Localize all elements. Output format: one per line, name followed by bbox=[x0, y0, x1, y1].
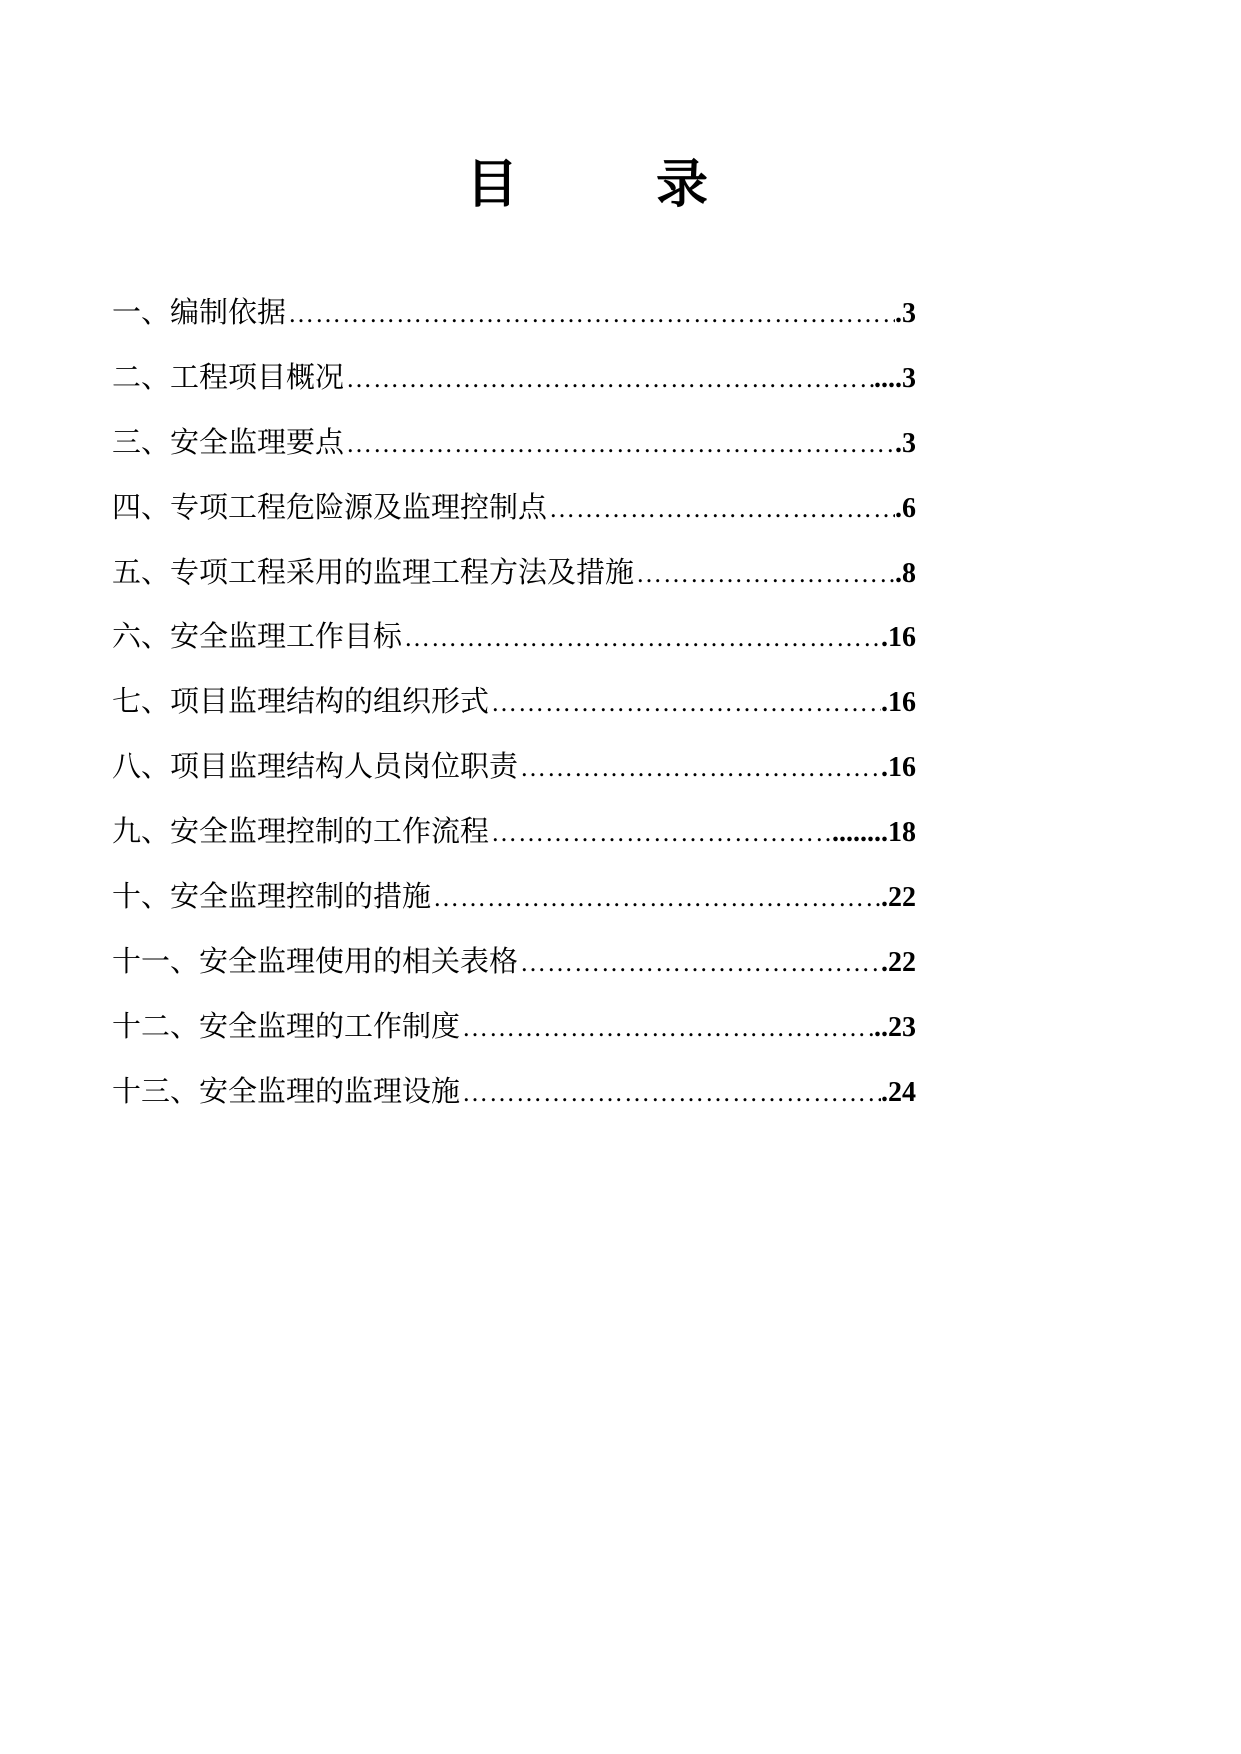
toc-entry-label: 三、安全监理要点 bbox=[112, 424, 345, 459]
toc-dot-leader bbox=[634, 559, 895, 589]
toc-entry-page: .22 bbox=[881, 946, 916, 978]
toc-entry bbox=[112, 1004, 916, 1069]
toc-entry-page: ........18 bbox=[832, 817, 916, 849]
toc-dot-leader bbox=[344, 429, 895, 459]
toc-entry-page: .16 bbox=[881, 687, 916, 719]
toc-entry bbox=[112, 355, 916, 420]
toc-dot-leader bbox=[460, 1013, 874, 1043]
toc-dot-leader bbox=[402, 623, 881, 653]
toc-entry-label: 九、安全监理控制的工作流程 bbox=[112, 814, 490, 849]
toc-entry-page: .3 bbox=[895, 298, 916, 329]
toc-entry-label: 五、专项工程采用的监理工程方法及措施 bbox=[112, 554, 635, 589]
toc-entry-label: 六、安全监理工作目标 bbox=[112, 619, 403, 654]
toc-entry bbox=[112, 550, 916, 615]
toc-dot-leader bbox=[547, 494, 895, 524]
toc-dot-leader bbox=[489, 688, 881, 718]
toc-entry-label: 七、项目监理结构的组织形式 bbox=[112, 684, 490, 719]
toc-entry-page: .8 bbox=[895, 557, 916, 589]
toc-entry-label: 十一、安全监理使用的相关表格 bbox=[112, 943, 519, 978]
toc-entry-page: .16 bbox=[881, 622, 916, 654]
toc-entry bbox=[112, 614, 916, 679]
toc-entry bbox=[112, 485, 916, 550]
toc-entry-page: .24 bbox=[881, 1076, 916, 1108]
toc-entry bbox=[112, 1069, 916, 1134]
toc-entry-label: 四、专项工程危险源及监理控制点 bbox=[112, 489, 548, 524]
toc-entry-page: ..23 bbox=[874, 1011, 916, 1043]
toc-entry-page: .3 bbox=[895, 427, 916, 459]
toc-entry bbox=[112, 679, 916, 744]
toc-dot-leader bbox=[344, 364, 874, 394]
toc-entry-label: 二、工程项目概况 bbox=[112, 359, 345, 394]
toc-entry-page: ....3 bbox=[874, 362, 916, 394]
toc-dot-leader bbox=[518, 753, 881, 783]
toc-entry-label: 八、项目监理结构人员岗位职责 bbox=[112, 749, 519, 784]
toc-entry bbox=[112, 939, 916, 1004]
toc-dot-leader bbox=[431, 883, 881, 913]
toc-dot-leader bbox=[518, 948, 881, 978]
toc-entry-label: 十三、安全监理的监理设施 bbox=[112, 1073, 461, 1108]
toc-entry bbox=[112, 809, 916, 874]
toc-dot-leader bbox=[460, 1078, 881, 1108]
toc-dot-leader bbox=[286, 299, 895, 329]
toc-dot-leader bbox=[489, 818, 832, 848]
title-char-2: 录 bbox=[656, 155, 709, 215]
toc-entry bbox=[112, 290, 916, 355]
toc-entry bbox=[112, 874, 916, 939]
toc-entry-label: 十二、安全监理的工作制度 bbox=[112, 1008, 461, 1043]
title-char-1: 目 bbox=[466, 155, 519, 215]
toc-entry-page: .16 bbox=[881, 752, 916, 784]
toc-entry-page: .22 bbox=[881, 882, 916, 914]
toc-entry-label: 一、编制依据 bbox=[112, 295, 287, 329]
toc-entry-page: .6 bbox=[895, 492, 916, 524]
toc-entry-label: 十、安全监理控制的措施 bbox=[112, 879, 432, 914]
page-title bbox=[0, 150, 1241, 220]
toc-entry bbox=[112, 420, 916, 485]
table-of-contents bbox=[112, 290, 916, 1134]
toc-entry bbox=[112, 744, 916, 809]
